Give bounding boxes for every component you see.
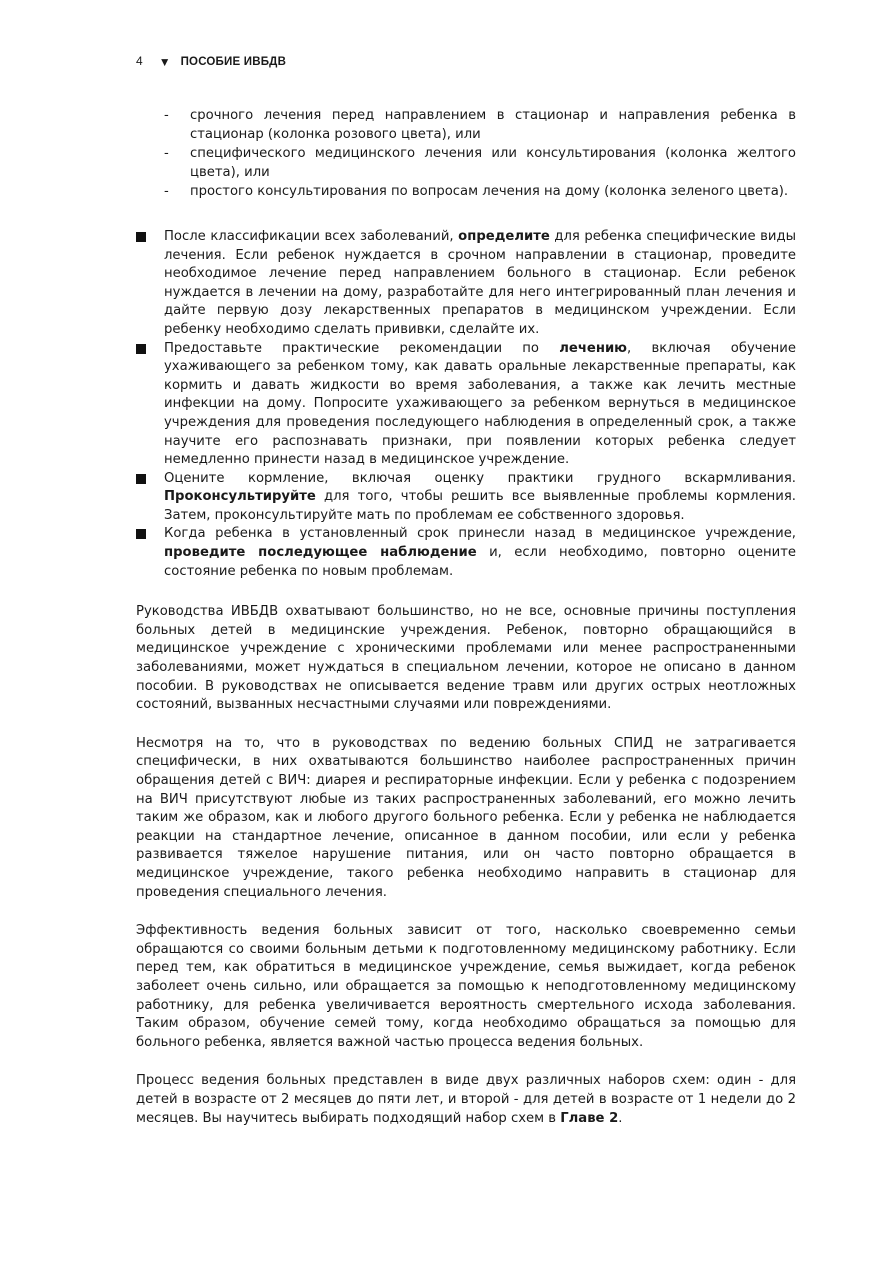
page-header	[136, 54, 286, 71]
dash-list-item: - срочного лечения перед направлением в стационар и направления ребенка в стационар (колонка розового цвета), или	[164, 108, 796, 142]
dash-list-item: - простого консультирования по вопросам лечения на дому (колонка зеленого цвета).	[164, 183, 796, 202]
square-bullet-icon	[136, 344, 146, 354]
paragraph-effectiveness: Эффективность ведения больных зависит от того, насколько своевременно семьи обращаются со своими больным детьми к подготовленному медицинскому работнику. Если перед тем, как обратиться в медицинское учреждение, семья выжидает, когда ребенок заболеет очень сильно, или обращается за помощью к неподготовленному медицинскому работнику, для ребенка увеличивается вероятность смертельного исхода заболевания. Таким образом, обучение семей тому, когда необходимо обращаться за помощью для больного ребенка, является важной частью процесса ведения больных.	[136, 923, 796, 1050]
bullet-item-follow-up: Когда ребенка в установленный срок принесли назад в медицинское учреждение, проведите последующее наблюдение и, если необходимо, повторно оцените состояние ребенка по новым проблемам.	[136, 525, 796, 581]
square-bullet-icon	[136, 232, 146, 242]
dash-list	[164, 107, 796, 202]
dash-marker: -	[164, 184, 169, 200]
bullet-item-feeding: Оцените кормление, включая оценку практики грудного вскармливания. Проконсультируйте для того, чтобы решить все выявленные проблемы кормления. Затем, проконсультируйте мать по проблемам ее собственного здоровья.	[136, 470, 796, 526]
bullet-item-define-treatment: После классификации всех заболеваний, определите для ребенка специфические виды лечения. Если ребенок нуждается в срочном направлении в стационар, проведите необходимое лечение перед направлением больного в стационар. Если ребенок нуждается в лечении на дому, разработайте для него интегрированный план лечения и дайте первую дозу лекарственных препаратов в медицинском учреждении. Если ребенку необходимо сделать прививки, сделайте их.	[136, 228, 796, 340]
page-content	[136, 107, 796, 1128]
dash-list-item: - специфического медицинского лечения или консультирования (колонка желтого цвета), или	[164, 146, 796, 180]
dash-marker: -	[164, 146, 169, 162]
square-bullet-icon	[136, 529, 146, 539]
dash-marker: -	[164, 108, 169, 123]
paragraph-process: Процесс ведения больных представлен в виде двух различных наборов схем: один - для детей в возрасте от 2 месяцев до пяти лет, и второй - для детей в возрасте от 1 недели до 2 месяцев. Вы научитесь выбирать подходящий набор схем в Главе 2.	[136, 1073, 796, 1126]
paragraph-guidelines-coverage: Руководства ИВБДВ охватывают большинство, но не все, основные причины поступления больных детей в медицинские учреждения. Ребенок, повторно обращающийся в медицинское учреждение с хроническими проблемами или менее распространенными заболеваниями, может нуждаться в специальном лечении, которое не описано в данном пособии. В руководствах не описывается ведение травм или других острых неотложных состояний, вызванных несчастными случаями или повреждениями.	[136, 604, 796, 713]
bullet-list	[136, 228, 796, 581]
square-bullet-icon	[136, 474, 146, 484]
paragraph-hiv: Несмотря на то, что в руководствах по ведению больных СПИД не затрагивается специфически, в них охватываются большинство наиболее распространенных причин обращения детей с ВИЧ: диарея и респираторные инфекции. Если у ребенка с подозрением на ВИЧ присутствуют любые из таких распространенных заболеваний, его можно лечить таким же образом, как и любого другого больного ребенка. Если у ребенка не наблюдается реакции на стандартное лечение, описанное в данном пособии, или если у ребенка развивается тяжелое нарушение питания, или он часто повторно обращается в медицинское учреждение, такого ребенка необходимо направить в стационар для проведения специального лечения.	[136, 735, 796, 900]
running-title: ПОСОБИЕ ИВБДВ	[180, 56, 287, 68]
chapter-reference: Главе 2	[560, 1110, 619, 1126]
bullet-item-treatment-advice: Предоставьте практические рекомендации по лечению, включая обучение ухаживающего за ребенком тому, как давать оральные лекарственные препараты, как кормить и давать жидкости во время заболевания, а также как лечить местные инфекции на дому. Попросите ухаживающего за ребенком вернуться в медицинское учреждения для проведения последующего наблюдения в определенный срок, а также научите его распознавать признаки, при появлении которых ребенка следует немедленно принести назад в медицинское учреждение.	[136, 340, 796, 470]
page-number: 4	[136, 54, 143, 68]
triangle-down-icon: ▼	[158, 55, 171, 69]
